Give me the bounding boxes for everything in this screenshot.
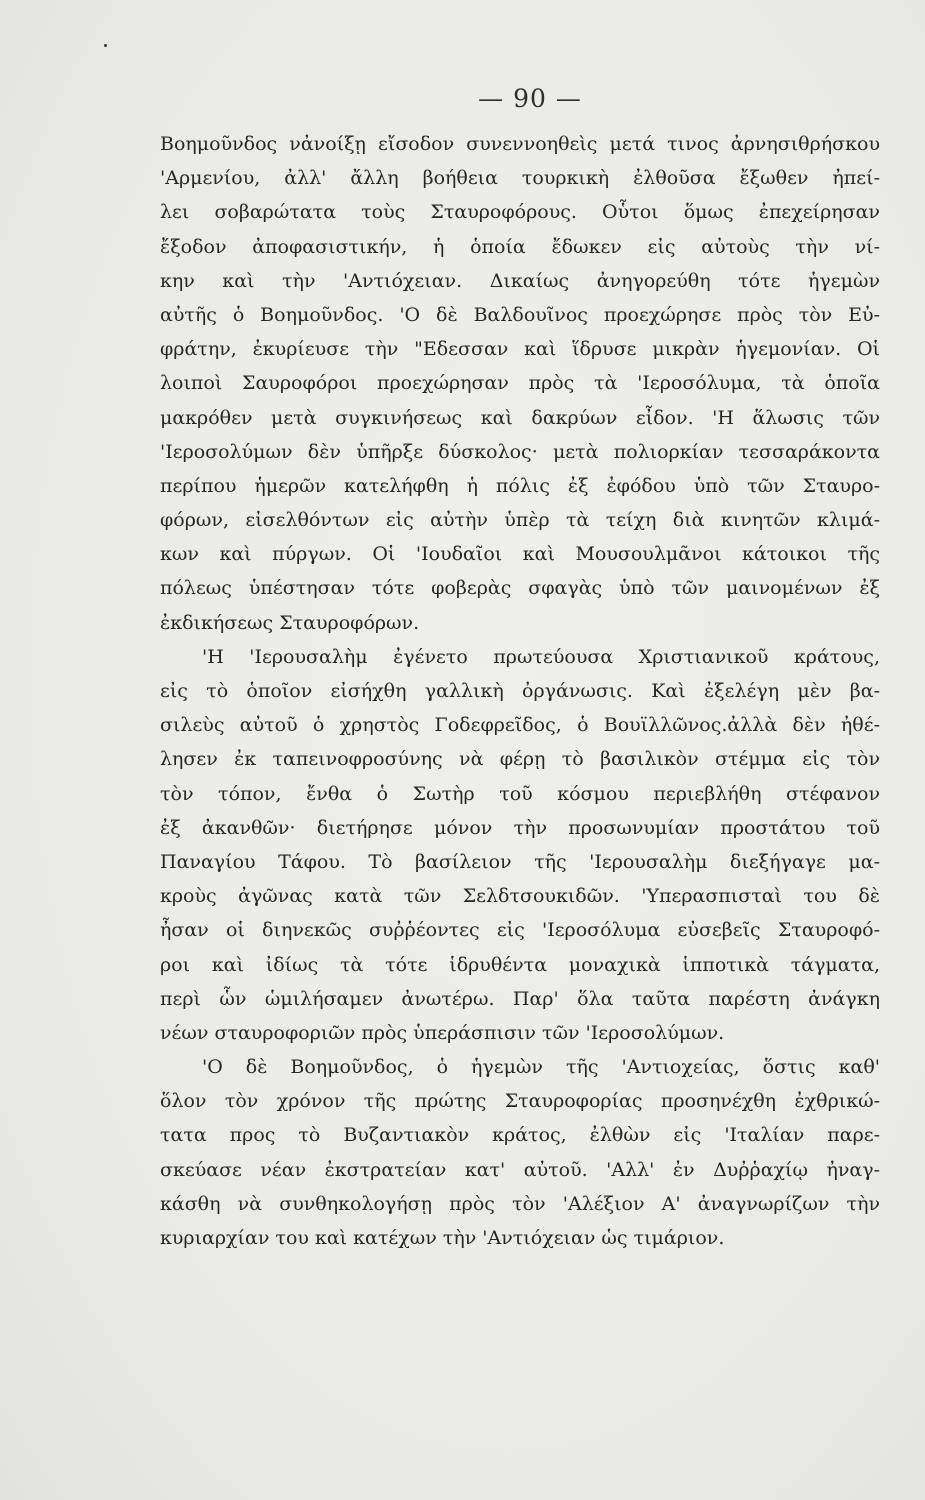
text-line: 'Η 'Ιερουσαλὴμ ἐγένετο πρωτεύουσα Χριστιανικοῦ κράτους,	[202, 645, 880, 668]
text-line: λοιποὶ Σαυροφόροι προεχώρησαν πρὸς τὰ 'Ιεροσόλυμα, τὰ ὁποῖα	[160, 372, 880, 395]
text-line: λει σοβαρώτατα τοὺς Σταυροφόρους. Οὗτοι ὅμως ἐπεχείρησαν	[160, 201, 880, 224]
text-line: ἔξοδον ἀποφασιστικήν, ἡ ὁποία ἔδωκεν εἰς αὐτοὺς τὴν νί-	[160, 235, 880, 258]
text-line: κροὺς ἀγῶνας κατὰ τῶν Σελδτσουκιδῶν. 'Υπερασπισταὶ του δὲ	[160, 885, 880, 908]
text-line: κων καὶ πύργων. Οἱ 'Ιουδαῖοι καὶ Μουσουλμᾶνοι κάτοικοι τῆς	[160, 543, 880, 566]
text-line: ροι καὶ ἰδίως τὰ τότε ἱδρυθέντα μοναχικὰ ἱπποτικὰ τάγματα,	[160, 953, 880, 976]
text-line: τὸν τόπον, ἔνθα ὁ Σωτὴρ τοῦ κόσμου περιεβλήθη στέφανον	[160, 782, 880, 805]
text-line: ἐξ ἀκανθῶν· διετήρησε μόνον τὴν προσωνυμίαν προστάτου τοῦ	[160, 816, 880, 839]
text-line: λησεν ἐκ ταπεινοφροσύνης νὰ φέρῃ τὸ βασιλικὸν στέμμα εἰς τὸν	[160, 748, 880, 771]
text-line: ὅλον τὸν χρόνον τῆς πρώτης Σταυροφορίας προσηνέχθη ἐχθρικώ-	[160, 1090, 880, 1113]
text-line: νέων σταυροφοριῶν πρὸς ὑπεράσπισιν τῶν 'Ιεροσολύμων.	[160, 1021, 725, 1044]
ink-speck	[104, 44, 107, 47]
text-line: 'Ιεροσολύμων δὲν ὑπῆρξε δύσκολος· μετὰ πολιορκίαν τεσσαράκοντα	[160, 440, 880, 463]
text-line: φόρων, εἰσελθόντων εἰς αὐτὴν ὑπὲρ τὰ τείχη διὰ κινητῶν κλιμά-	[160, 509, 880, 532]
text-line: Βοημοῦνδος νἀνοίξῃ εἴσοδον συνεννοηθεὶς μετά τινος ἀρνησιθρήσκου	[160, 133, 880, 155]
text-line: σιλεὺς αὐτοῦ ὁ χρηστὸς Γοδεφρεῖδος, ὁ Βουϊλλῶνος.ἀλλὰ δὲν ἠθέ-	[160, 714, 880, 737]
text-line: πόλεως ὑπέστησαν τότε φοβερὰς σφαγὰς ὑπὸ τῶν μαινομένων ἐξ	[160, 577, 880, 600]
text-line: φράτην, ἐκυρίευσε τὴν "Εδεσσαν καὶ ἵδρυσε μικρὰν ἡγεμονίαν. Οἱ	[160, 338, 880, 361]
text-line: κην καὶ τὴν 'Αντιόχειαν. Δικαίως ἀνηγορεύθη τότε ἡγεμὼν	[160, 269, 880, 292]
text-line: περὶ ὧν ὡμιλήσαμεν ἀνωτέρω. Παρ' ὅλα ταῦτα παρέστη ἀνάγκη	[160, 987, 880, 1010]
text-line: σκεύασε νέαν ἐκστρατείαν κατ' αὐτοῦ. 'Αλλ' ἐν Δυῤῥαχίῳ ἠναγ-	[160, 1158, 880, 1181]
text-line: αὐτῆς ὁ Βοημοῦνδος. 'Ο δὲ Βαλδουῖνος προεχώρησε πρὸς τὸν Εὐ-	[160, 303, 880, 326]
text-line: Παναγίου Τάφου. Τὸ βασίλειον τῆς 'Ιερουσαλὴμ διεξήγαγε μα-	[160, 850, 880, 873]
text-line: εἰς τὸ ὁποῖον εἰσήχθη γαλλικὴ ὀργάνωσις. Καὶ ἐξελέγη μὲν βα-	[160, 680, 880, 702]
text-line: 'Αρμενίου, ἀλλ' ἄλλη βοήθεια τουρκικὴ ἐλθοῦσα ἔξωθεν ἠπεί-	[160, 167, 880, 190]
body-text	[160, 127, 880, 1255]
text-line: ἦσαν οἱ διηνεκῶς συῤῥέοντες εἰς 'Ιεροσόλυμα εὐσεβεῖς Σταυροφό-	[160, 919, 880, 942]
text-line: περίπου ἡμερῶν κατελήφθη ἡ πόλις ἐξ ἐφόδου ὑπὸ τῶν Σταυρο-	[160, 474, 880, 497]
text-line: κυριαρχίαν του καὶ κατέχων τὴν 'Αντιόχειαν ὡς τιμάριον.	[160, 1227, 725, 1249]
text-line: 'Ο δὲ Βοημοῦνδος, ὁ ἡγεμὼν τῆς 'Αντιοχείας, ὅστις καθ'	[202, 1056, 880, 1079]
page-number: — 90 —	[478, 84, 582, 113]
text-line: μακρόθεν μετὰ συγκινήσεως καὶ δακρύων εἶδον. 'Η ἅλωσις τῶν	[160, 406, 880, 429]
text-line: τατα προς τὸ Βυζαντιακὸν κράτος, ἐλθὼν εἰς 'Ιταλίαν παρε-	[160, 1124, 880, 1147]
text-line: κάσθη νὰ συνθηκολογήσῃ πρὸς τὸν 'Αλέξιον Α' ἀναγνωρίζων τὴν	[160, 1192, 880, 1215]
text-line: ἐκδικήσεως Σταυροφόρων.	[160, 611, 420, 634]
